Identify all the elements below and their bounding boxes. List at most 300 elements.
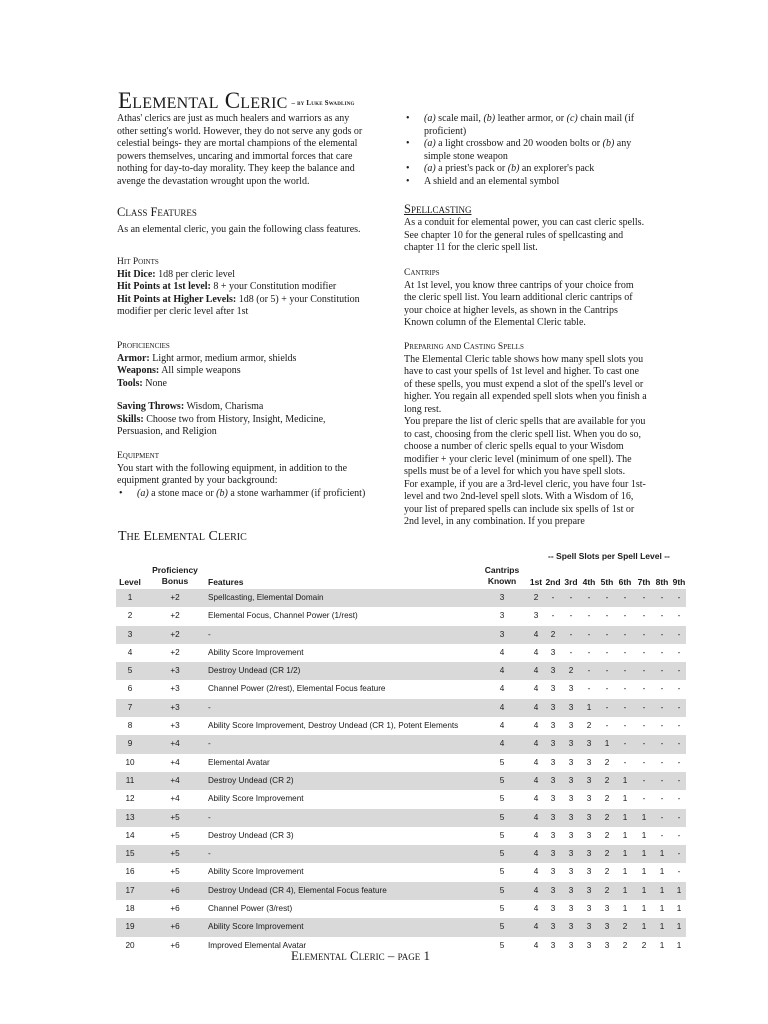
- weapons-line: Weapons: All simple weapons: [117, 365, 241, 376]
- cell-slot-1: 4: [533, 721, 539, 731]
- cell-cantrips: 4: [499, 739, 505, 749]
- cell-level: 11: [125, 775, 135, 785]
- cell-slot-3: 3: [568, 739, 574, 749]
- header-slot-7: 7th: [637, 577, 651, 587]
- cell-slot-2: 3: [550, 922, 556, 932]
- cell-slot-8: -: [660, 611, 664, 621]
- cell-slot-9: 1: [676, 904, 682, 914]
- cell-slot-2: 3: [550, 757, 556, 767]
- table-row: [116, 845, 686, 863]
- cell-features: Destroy Undead (CR 1/2): [208, 666, 301, 676]
- cell-slot-6: 1: [622, 775, 628, 785]
- cell-features: -: [208, 629, 211, 639]
- cell-slot-1: 2: [533, 593, 539, 602]
- cell-slot-5: 2: [604, 885, 610, 895]
- header-features: Features: [208, 577, 244, 587]
- cell-slot-7: -: [642, 666, 646, 676]
- cell-slot-3: -: [569, 611, 573, 621]
- table-body: [116, 589, 686, 955]
- cell-level: 13: [125, 812, 135, 822]
- cell-slot-5: 1: [604, 739, 610, 749]
- cell-proficiency: +3: [170, 684, 180, 694]
- cell-slot-7: -: [642, 794, 646, 804]
- cell-level: 10: [125, 757, 135, 767]
- cell-slot-7: -: [642, 757, 646, 767]
- cell-proficiency: +3: [170, 721, 180, 731]
- cell-cantrips: 4: [499, 684, 505, 694]
- cell-slot-5: -: [605, 647, 609, 657]
- cell-cantrips: 4: [499, 647, 505, 657]
- table-row: [116, 717, 686, 735]
- cell-slot-7: 1: [641, 867, 647, 877]
- cell-slot-1: 4: [533, 830, 539, 840]
- cell-slot-8: -: [660, 684, 664, 694]
- cell-features: Ability Score Improvement: [208, 794, 304, 804]
- cell-proficiency: +5: [170, 849, 180, 859]
- cell-slot-8: -: [660, 830, 664, 840]
- cell-slot-9: -: [677, 666, 681, 676]
- cell-cantrips: 5: [499, 849, 505, 859]
- cell-features: Ability Score Improvement: [208, 867, 304, 877]
- cell-slot-5: -: [605, 721, 609, 731]
- cell-slot-5: 2: [604, 757, 610, 767]
- cell-slot-1: 4: [533, 666, 539, 676]
- cell-slot-9: -: [677, 593, 681, 602]
- cell-features: Improved Elemental Avatar: [208, 940, 307, 950]
- cell-slot-9: -: [677, 830, 681, 840]
- cell-slot-1: 4: [533, 940, 539, 950]
- cell-slot-1: 4: [533, 647, 539, 657]
- cell-level: 7: [127, 702, 133, 712]
- cell-slot-5: -: [605, 629, 609, 639]
- cell-level: 15: [125, 849, 135, 859]
- cell-slot-4: 3: [586, 830, 592, 840]
- cell-slot-3: 3: [568, 721, 574, 731]
- preparing-text-3: For example, if you are a 3rd-level cleric, you have four 1st-level and two 2nd-level spell slots. With a Wisdom of 16, your list of prepared spells can include six spells of 1st or 2nd level, in any combination. If you prepare: [404, 478, 646, 527]
- hit-dice-line: Hit Dice: 1d8 per cleric level: [117, 268, 235, 280]
- cell-cantrips: 4: [499, 666, 505, 676]
- cell-slot-6: -: [623, 666, 627, 676]
- cell-slot-7: -: [642, 684, 646, 694]
- cell-slot-3: 3: [568, 940, 574, 950]
- header-proficiency: Proficiency Bonus: [152, 565, 198, 586]
- cell-slot-2: 3: [550, 684, 556, 694]
- preparing-spells-heading: Preparing and Casting Spells: [404, 341, 524, 352]
- cell-slot-3: 3: [568, 794, 574, 804]
- cell-slot-5: 2: [604, 849, 610, 859]
- cell-cantrips: 5: [499, 757, 505, 767]
- cell-slot-2: 3: [550, 904, 556, 914]
- equipment-list-continued: [404, 113, 648, 188]
- cell-slot-9: 1: [676, 922, 682, 932]
- cell-slot-2: 3: [550, 849, 556, 859]
- cell-slot-7: -: [642, 702, 646, 712]
- cell-slot-7: 1: [641, 904, 647, 914]
- cell-proficiency: +6: [170, 922, 180, 932]
- cell-slot-4: 3: [586, 940, 592, 950]
- cell-cantrips: 5: [499, 812, 505, 822]
- cell-slot-6: 2: [622, 940, 628, 950]
- cell-slot-6: 1: [622, 794, 628, 804]
- table-row: [116, 699, 686, 717]
- cell-slot-2: 3: [550, 775, 556, 785]
- cell-slot-5: -: [605, 611, 609, 621]
- cell-slot-6: 1: [622, 885, 628, 895]
- cell-proficiency: +6: [170, 940, 180, 950]
- spellcasting-text: As a conduit for elemental power, you can cast cleric spells. See chapter 10 for the general rules of spellcasting and chapter 11 for the cleric spell list.: [404, 217, 645, 253]
- cell-slot-6: 1: [622, 904, 628, 914]
- cell-slot-5: -: [605, 666, 609, 676]
- cell-slot-4: 2: [586, 721, 592, 731]
- cell-slot-1: 4: [533, 757, 539, 767]
- intro-paragraph: Athas' clerics are just as much healers and warriors as any other setting's world. However, they do not serve any gods or celestial beings- they are mortal champions of the elemental powers themselves, uncaring and immortal forces that care nothing for day-to-day morality. They keep the balance and avenge the devastation wrought upon the world.: [117, 113, 363, 187]
- cell-slot-3: 3: [568, 812, 574, 822]
- cell-slot-9: -: [677, 757, 681, 767]
- cell-level: 16: [125, 867, 135, 877]
- table-row: [116, 863, 686, 881]
- cell-proficiency: +2: [170, 593, 180, 602]
- list-item: • (a) a stone mace or (b) a stone warhammer (if proficient): [137, 488, 367, 501]
- cell-slot-6: -: [623, 611, 627, 621]
- cell-level: 4: [127, 647, 133, 657]
- cell-slot-7: 1: [641, 830, 647, 840]
- cell-slot-4: 3: [586, 849, 592, 859]
- cell-proficiency: +3: [170, 666, 180, 676]
- cell-slot-2: 3: [550, 666, 556, 676]
- cell-slot-5: -: [605, 702, 609, 712]
- cell-slot-7: -: [642, 647, 646, 657]
- table-row: [116, 589, 686, 607]
- cell-proficiency: +4: [170, 739, 180, 749]
- cell-slot-3: 3: [568, 885, 574, 895]
- cell-cantrips: 3: [499, 629, 505, 639]
- cantrips-heading: Cantrips: [404, 267, 440, 278]
- cell-slot-1: 4: [533, 775, 539, 785]
- cell-slot-4: 3: [586, 904, 592, 914]
- cell-slot-9: -: [677, 721, 681, 731]
- cell-proficiency: +2: [170, 629, 180, 639]
- cell-slot-3: 3: [568, 904, 574, 914]
- cell-features: Ability Score Improvement: [208, 922, 304, 932]
- cell-slot-8: -: [660, 647, 664, 657]
- cell-slot-4: 1: [586, 702, 592, 712]
- cell-slot-5: 2: [604, 794, 610, 804]
- cell-slot-7: 1: [641, 849, 647, 859]
- cell-cantrips: 5: [499, 775, 505, 785]
- cell-features: Spellcasting, Elemental Domain: [208, 593, 324, 602]
- cell-slot-1: 4: [533, 867, 539, 877]
- armor-line: Armor: Light armor, medium armor, shields: [117, 352, 297, 364]
- cell-slot-1: 4: [533, 794, 539, 804]
- cell-slot-1: 4: [533, 684, 539, 694]
- cell-proficiency: +4: [170, 757, 180, 767]
- cell-cantrips: 4: [499, 721, 505, 731]
- cell-slot-1: 4: [533, 812, 539, 822]
- cantrips-text: At 1st level, you know three cantrips of your choice from the cleric spell list. You learn additional cleric cantrips of your choice at higher levels, as shown in the Cantrips Known column of the Elemental Cleric table.: [404, 279, 634, 328]
- cell-cantrips: 5: [499, 794, 505, 804]
- cell-features: Channel Power (2/rest), Elemental Focus feature: [208, 684, 386, 694]
- table-row: [116, 607, 686, 625]
- cell-slot-4: 3: [586, 867, 592, 877]
- cell-slot-1: 4: [533, 904, 539, 914]
- cell-slot-2: 3: [550, 702, 556, 712]
- cell-slot-3: 2: [568, 666, 574, 676]
- cell-level: 17: [125, 885, 135, 895]
- cell-slot-9: -: [677, 775, 681, 785]
- proficiencies-heading: Proficiencies: [117, 340, 170, 351]
- cell-level: 20: [125, 940, 135, 950]
- cell-slot-3: -: [569, 647, 573, 657]
- header-slot-9: 9th: [672, 577, 686, 587]
- cell-slot-4: -: [587, 629, 591, 639]
- cell-slot-4: -: [587, 611, 591, 621]
- cell-cantrips: 5: [499, 830, 505, 840]
- cell-level: 18: [125, 904, 135, 914]
- cell-slot-7: 2: [641, 940, 647, 950]
- cell-slot-1: 4: [533, 739, 539, 749]
- cell-slot-5: 2: [604, 812, 610, 822]
- cell-slot-9: -: [677, 812, 681, 822]
- cell-slot-1: 4: [533, 702, 539, 712]
- cell-slot-8: 1: [659, 922, 665, 932]
- cell-slot-1: 4: [533, 885, 539, 895]
- cell-level: 12: [125, 794, 135, 804]
- cell-level: 9: [127, 739, 133, 749]
- cell-slot-4: -: [587, 684, 591, 694]
- cell-slot-5: 3: [604, 904, 610, 914]
- page-title: Elemental Cleric – by Luke Swadling: [118, 88, 355, 113]
- spell-slots-heading: -- Spell Slots per Spell Level --: [548, 551, 670, 561]
- class-features-text: As an elemental cleric, you gain the following class features.: [117, 224, 361, 235]
- cell-level: 5: [127, 666, 133, 676]
- table-row: [116, 644, 686, 662]
- header-slot-5: 5th: [600, 577, 614, 587]
- preparing-text-2: You prepare the list of cleric spells that are available for you to cast, choosing from the cleric spell list. When you do so, choose a number of cleric spells equal to your Wisdom modifier + your cleric level (minimum of one spell). The spells must be of a level for which you have spell slots.: [404, 416, 646, 477]
- header-slot-6: 6th: [618, 577, 632, 587]
- cell-slot-6: -: [623, 684, 627, 694]
- table-row: [116, 900, 686, 918]
- cell-proficiency: +6: [170, 885, 180, 895]
- cell-slot-9: 1: [676, 885, 682, 895]
- class-features-heading: Class Features: [117, 205, 197, 219]
- cell-features: -: [208, 812, 211, 822]
- cell-slot-3: -: [569, 629, 573, 639]
- cell-features: Elemental Focus, Channel Power (1/rest): [208, 611, 358, 621]
- cell-cantrips: 5: [499, 922, 505, 932]
- hit-points-heading: Hit Points: [117, 256, 159, 267]
- cell-slot-2: -: [551, 593, 555, 602]
- cell-slot-6: 1: [622, 849, 628, 859]
- cell-slot-6: 1: [622, 812, 628, 822]
- cell-features: Ability Score Improvement: [208, 647, 304, 657]
- header-slot-2: 2nd: [545, 577, 561, 587]
- cell-slot-9: -: [677, 794, 681, 804]
- cell-features: Destroy Undead (CR 4), Elemental Focus feature: [208, 885, 387, 895]
- cell-slot-4: 3: [586, 739, 592, 749]
- cell-slot-8: 1: [659, 867, 665, 877]
- header-slot-3: 3rd: [564, 577, 578, 587]
- cell-slot-1: 4: [533, 922, 539, 932]
- cell-slot-2: 3: [550, 739, 556, 749]
- list-item: • (a) a light crossbow and 20 wooden bolts or (b) any simple stone weapon: [424, 138, 648, 163]
- cell-cantrips: 5: [499, 940, 505, 950]
- cell-slot-1: 3: [533, 611, 539, 621]
- cell-slot-8: -: [660, 702, 664, 712]
- cell-level: 2: [127, 611, 133, 621]
- list-item: • (a) scale mail, (b) leather armor, or (c) chain mail (if proficient): [424, 113, 648, 138]
- cell-slot-6: -: [623, 647, 627, 657]
- cell-slot-3: 3: [568, 775, 574, 785]
- cell-slot-7: -: [642, 593, 646, 602]
- cell-cantrips: 5: [499, 885, 505, 895]
- cell-slot-4: 3: [586, 775, 592, 785]
- cell-slot-2: 3: [550, 647, 556, 657]
- cell-slot-2: 3: [550, 812, 556, 822]
- cell-slot-2: -: [551, 611, 555, 621]
- cell-slot-8: -: [660, 775, 664, 785]
- cell-slot-7: -: [642, 611, 646, 621]
- cell-slot-3: 3: [568, 757, 574, 767]
- cell-slot-1: 4: [533, 849, 539, 859]
- cell-level: 1: [127, 593, 133, 602]
- cell-slot-2: 3: [550, 940, 556, 950]
- table-row: [116, 772, 686, 790]
- cell-slot-9: -: [677, 647, 681, 657]
- cell-slot-8: -: [660, 666, 664, 676]
- header-slot-1: 1st: [529, 577, 543, 587]
- cell-slot-8: 1: [659, 849, 665, 859]
- table-header: [116, 563, 686, 589]
- list-item: • (a) a priest's pack or (b) an explorer's pack: [424, 163, 648, 176]
- cell-cantrips: 4: [499, 702, 505, 712]
- cell-level: 6: [127, 684, 133, 694]
- cell-slot-9: -: [677, 849, 681, 859]
- cell-slot-9: -: [677, 611, 681, 621]
- cell-features: -: [208, 702, 211, 712]
- cell-slot-8: -: [660, 812, 664, 822]
- cell-slot-9: -: [677, 739, 681, 749]
- cell-slot-6: 1: [622, 867, 628, 877]
- cell-slot-6: -: [623, 721, 627, 731]
- header-slot-4: 4th: [582, 577, 596, 587]
- cell-slot-9: 1: [676, 940, 682, 950]
- cell-slot-6: 2: [622, 922, 628, 932]
- table-row: [116, 918, 686, 936]
- right-column: [404, 113, 648, 529]
- cell-slot-6: -: [623, 739, 627, 749]
- cell-slot-6: 1: [622, 830, 628, 840]
- cell-slot-9: -: [677, 867, 681, 877]
- cell-proficiency: +5: [170, 812, 180, 822]
- byline: – by Luke Swadling: [291, 99, 355, 107]
- header-slot-8: 8th: [655, 577, 669, 587]
- cell-cantrips: 3: [499, 611, 505, 621]
- left-column: [117, 113, 367, 500]
- cell-slot-8: -: [660, 794, 664, 804]
- hp-first-level-line: Hit Points at 1st level: 8 + your Constitution modifier: [117, 281, 337, 292]
- cell-slot-7: 1: [641, 812, 647, 822]
- cell-slot-7: 1: [641, 885, 647, 895]
- cell-features: Destroy Undead (CR 3): [208, 830, 294, 840]
- cell-slot-2: 3: [550, 721, 556, 731]
- header-cantrips: Cantrips Known: [484, 565, 520, 586]
- cell-cantrips: 3: [499, 593, 505, 602]
- cell-features: Ability Score Improvement, Destroy Undead (CR 1), Potent Elements: [208, 721, 459, 731]
- cell-slot-5: 2: [604, 867, 610, 877]
- cell-features: Destroy Undead (CR 2): [208, 775, 294, 785]
- equipment-heading: Equipment: [117, 450, 159, 461]
- cell-proficiency: +2: [170, 611, 180, 621]
- cell-slot-5: 2: [604, 775, 610, 785]
- cell-slot-5: 3: [604, 940, 610, 950]
- cell-slot-6: -: [623, 702, 627, 712]
- skills-line: Skills: Choose two from History, Insight, Medicine, Persuasion, and Religion: [117, 413, 326, 437]
- cell-slot-2: 2: [550, 629, 556, 639]
- cell-features: -: [208, 739, 211, 749]
- table-row: [116, 735, 686, 753]
- cell-slot-8: 1: [659, 885, 665, 895]
- cell-slot-8: -: [660, 721, 664, 731]
- table-row: [116, 809, 686, 827]
- cell-features: -: [208, 849, 211, 859]
- hp-higher-levels-line: Hit Points at Higher Levels: 1d8 (or 5) + your Constitution modifier per cleric level after 1st: [117, 293, 360, 317]
- cell-slot-9: -: [677, 629, 681, 639]
- cell-slot-4: 3: [586, 885, 592, 895]
- table-row: [116, 827, 686, 845]
- cell-slot-2: 3: [550, 794, 556, 804]
- cell-slot-8: 1: [659, 940, 665, 950]
- cell-slot-3: 3: [568, 922, 574, 932]
- page-footer: Elemental Cleric – page 1: [291, 948, 431, 963]
- equipment-list: [117, 488, 367, 501]
- cell-slot-3: 3: [568, 702, 574, 712]
- table-title: The Elemental Cleric: [118, 529, 247, 544]
- cell-proficiency: +5: [170, 867, 180, 877]
- header-level: Level: [119, 577, 141, 587]
- saving-throws-line: Saving Throws: Wisdom, Charisma: [117, 401, 264, 412]
- table-row: [116, 680, 686, 698]
- cell-proficiency: +6: [170, 904, 180, 914]
- cell-slot-8: -: [660, 629, 664, 639]
- cell-slot-5: -: [605, 593, 609, 602]
- cell-slot-7: -: [642, 739, 646, 749]
- table-row: [116, 662, 686, 680]
- cell-slot-7: -: [642, 721, 646, 731]
- table-row: [116, 754, 686, 772]
- cell-slot-6: -: [623, 593, 627, 602]
- cell-slot-2: 3: [550, 830, 556, 840]
- cell-level: 8: [127, 721, 133, 731]
- cell-level: 19: [125, 922, 135, 932]
- cell-slot-8: 1: [659, 904, 665, 914]
- cell-features: Channel Power (3/rest): [208, 904, 293, 914]
- cell-slot-3: 3: [568, 867, 574, 877]
- cell-slot-3: 3: [568, 684, 574, 694]
- spellcasting-heading: Spellcasting: [404, 202, 472, 216]
- cell-proficiency: +5: [170, 830, 180, 840]
- cell-slot-1: 4: [533, 629, 539, 639]
- cell-slot-7: -: [642, 775, 646, 785]
- cell-slot-3: -: [569, 593, 573, 602]
- cell-cantrips: 5: [499, 867, 505, 877]
- cell-slot-2: 3: [550, 867, 556, 877]
- cell-slot-9: -: [677, 702, 681, 712]
- cell-slot-4: 3: [586, 922, 592, 932]
- cell-slot-4: 3: [586, 794, 592, 804]
- table-row: [116, 882, 686, 900]
- table-row: [116, 626, 686, 644]
- preparing-text-1: The Elemental Cleric table shows how many spell slots you have to cast your spells of 1st level and higher. To cast one of these spells, you must expend a slot of the spell's level or higher. You regain all expended spell slots when you finish a long rest.: [404, 353, 647, 415]
